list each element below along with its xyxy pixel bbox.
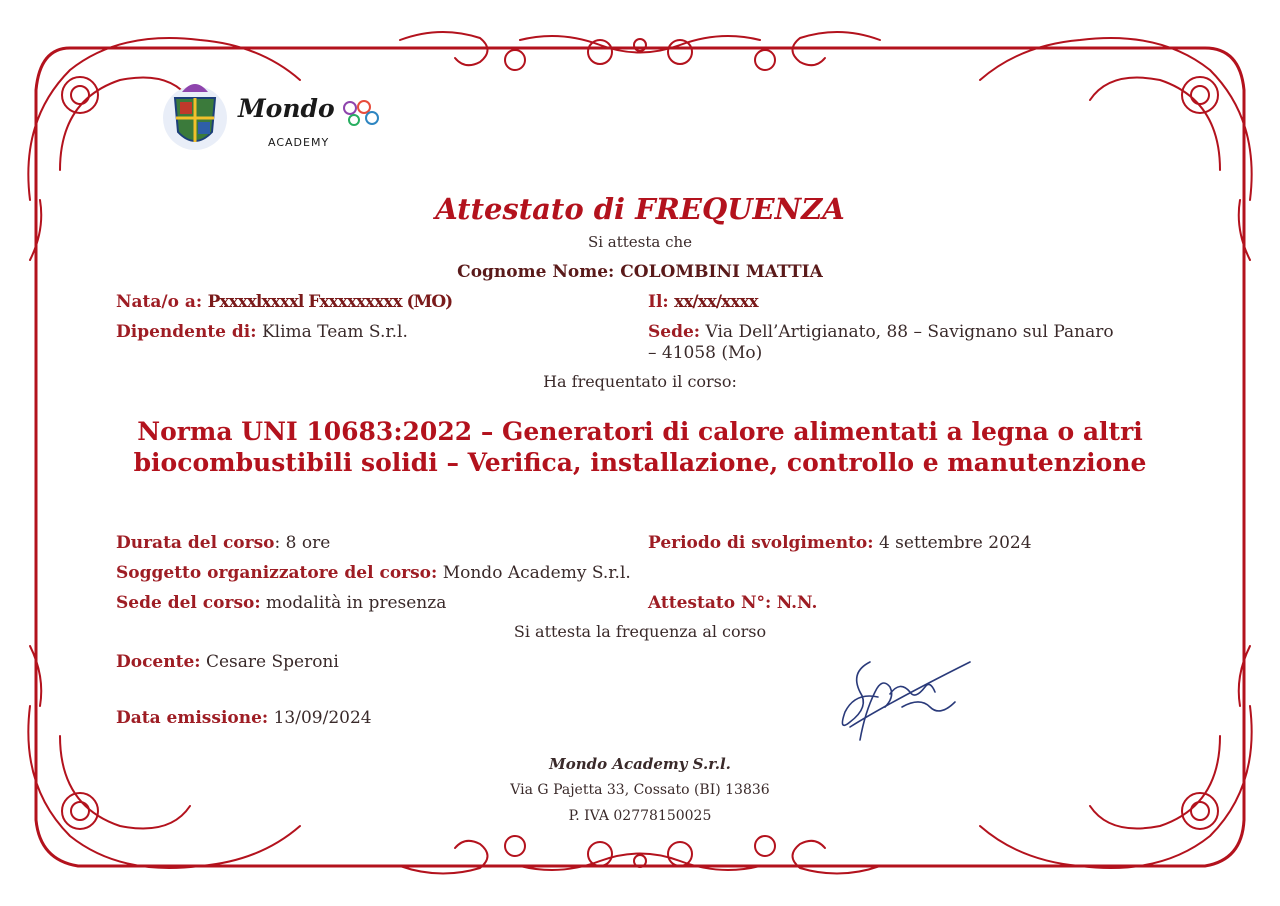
course-title: Norma UNI 10683:2022 – Generatori di calore alimentati a legna o altri biocombustibili solidi – Verifica, installazione, controllo e manutenzione [133,417,1147,477]
venue-value: modalità in presenza [266,593,447,613]
course-intro: Ha frequentato il corso: [543,372,737,391]
employer-value: Klima Team S.r.l. [261,322,408,342]
issue-date-value: 13/09/2024 [273,708,372,728]
footer-company: Mondo Academy S.r.l. [549,755,731,773]
intro-text: Si attesta che [587,233,693,251]
issue-date-label: Data emissione: [116,708,269,728]
cert-number-label: Attestato N°: [648,593,772,613]
cert-number-row [648,593,817,613]
site-row [648,322,1114,342]
birthdate-label: Il: [648,292,669,312]
signature-image [830,652,980,747]
issue-date-row [116,708,372,728]
logo-subtitle: ACADEMY [268,136,330,149]
organizer-value: Mondo Academy S.r.l. [442,563,631,583]
swirl-logo-icon [340,98,382,126]
teacher-row [116,652,339,672]
venue-label: Sede del corso: [116,593,261,613]
birthdate-value: xx/xx/xxxx [674,292,758,312]
organizer-label: Soggetto organizzatore del corso: [116,563,438,583]
birthplace-row [116,292,452,312]
footer-address: Via G Pajetta 33, Cossato (BI) 13836 [510,782,770,798]
site-label: Sede: [648,322,701,342]
birthplace-label: Nata/o a: [116,292,203,312]
site-value-line1: Via Dell’Artigianato, 88 – Savignano sul Panaro [705,322,1114,342]
footer-vat: P. IVA 02778150025 [568,808,712,824]
employer-label: Dipendente di: [116,322,257,342]
crest-logo-icon [160,70,230,160]
period-label: Periodo di svolgimento: [648,533,874,553]
name-value: COLOMBINI MATTIA [620,262,823,282]
name-line [0,262,1280,282]
period-row [648,533,1032,553]
teacher-value: Cesare Speroni [205,652,339,672]
duration-value: : 8 ore [274,533,331,553]
venue-row [116,593,446,613]
attendance-line: Si attesta la frequenza al corso [513,622,767,641]
period-value: 4 settembre 2024 [878,533,1032,553]
site-value-line2: – 41058 (Mo) [648,343,763,363]
duration-row [116,533,330,553]
organizer-row [116,563,631,583]
certificate-title: Attestato di FREQUENZA [435,192,845,226]
birthdate-row [648,292,758,312]
employer-row [116,322,408,342]
logo-wordmark: Mondo [238,94,335,123]
cert-number-value: N.N. [776,593,818,613]
name-label: Cognome Nome: [457,262,615,282]
duration-label: Durata del corso [116,533,275,553]
teacher-label: Docente: [116,652,201,672]
birthplace-value: Pxxxxlxxxxl Fxxxxxxxxx (MO) [207,292,453,312]
